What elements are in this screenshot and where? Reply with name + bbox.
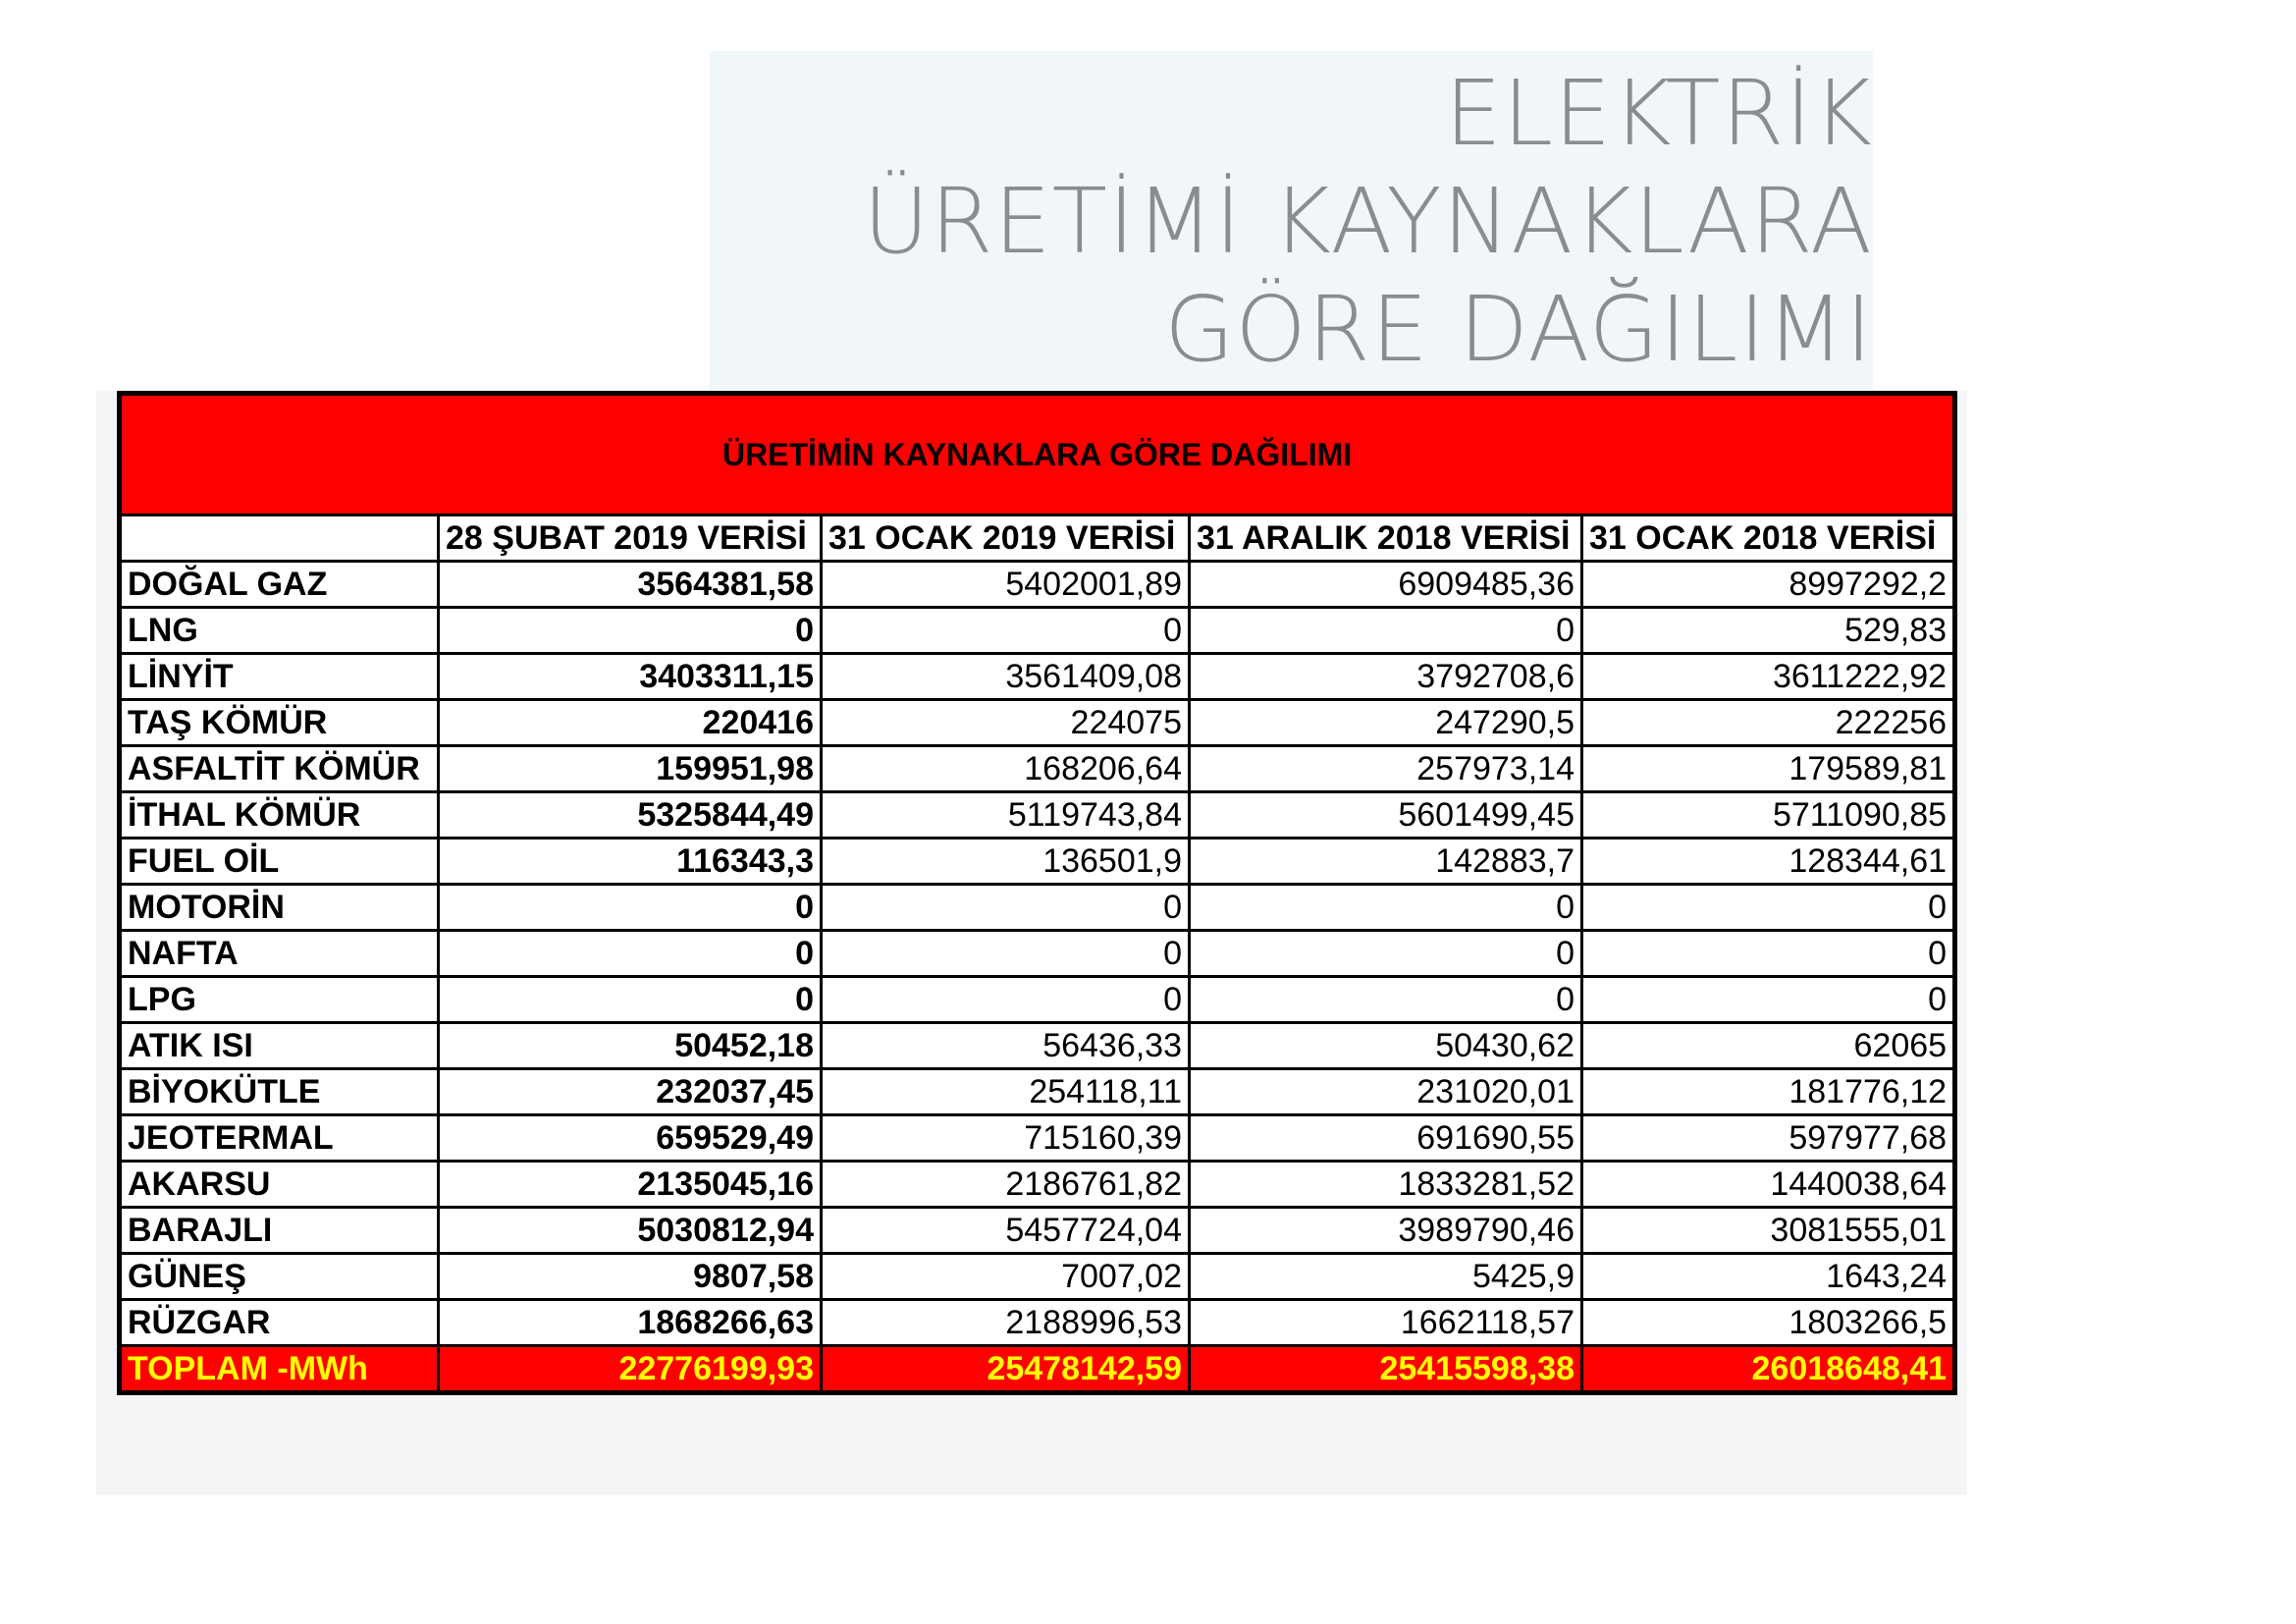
table-row (120, 1162, 1955, 1208)
table-row (120, 1115, 1955, 1162)
cell-value: 159951,98 (439, 746, 822, 792)
cell-value: 529,83 (1582, 608, 1955, 654)
cell-value: 2135045,16 (439, 1162, 822, 1208)
cell-value: 3561409,08 (822, 654, 1190, 700)
cell-value: 0 (822, 977, 1190, 1023)
cell-value: 62065 (1582, 1023, 1955, 1069)
cell-value: 22776199,93 (439, 1346, 822, 1393)
cell-value: 0 (1190, 977, 1582, 1023)
cell-value: 181776,12 (1582, 1069, 1955, 1115)
column-header (120, 515, 439, 562)
table-row (120, 1069, 1955, 1115)
row-label: AKARSU (120, 1162, 439, 1208)
cell-value: 5119743,84 (822, 792, 1190, 839)
cell-value: 5457724,04 (822, 1208, 1190, 1254)
table-header-row (120, 515, 1955, 562)
row-label: DOĞAL GAZ (120, 562, 439, 608)
cell-value: 247290,5 (1190, 700, 1582, 746)
cell-value: 3611222,92 (1582, 654, 1955, 700)
row-label: JEOTERMAL (120, 1115, 439, 1162)
cell-value: 168206,64 (822, 746, 1190, 792)
table-row (120, 1300, 1955, 1346)
cell-value: 0 (822, 608, 1190, 654)
table-row (120, 654, 1955, 700)
table-row (120, 885, 1955, 931)
table-row (120, 792, 1955, 839)
cell-value: 179589,81 (1582, 746, 1955, 792)
row-label: MOTORİN (120, 885, 439, 931)
table-row (120, 746, 1955, 792)
row-label: LPG (120, 977, 439, 1023)
table-row (120, 1208, 1955, 1254)
page-title-line-3: GÖRE DAĞILIMI (1164, 277, 1873, 382)
column-header: 31 OCAK 2018 VERİSİ (1582, 515, 1955, 562)
cell-value: 1643,24 (1582, 1254, 1955, 1300)
row-label: ASFALTİT KÖMÜR (120, 746, 439, 792)
table-row (120, 700, 1955, 746)
cell-value: 5402001,89 (822, 562, 1190, 608)
row-label: TAŞ KÖMÜR (120, 700, 439, 746)
total-row (120, 1346, 1955, 1393)
cell-value: 6909485,36 (1190, 562, 1582, 608)
cell-value: 224075 (822, 700, 1190, 746)
cell-value: 0 (439, 977, 822, 1023)
row-label: BİYOKÜTLE (120, 1069, 439, 1115)
cell-value: 0 (822, 931, 1190, 977)
cell-value: 5325844,49 (439, 792, 822, 839)
cell-value: 257973,14 (1190, 746, 1582, 792)
page-title-line-2: ÜRETİMİ KAYNAKLARA (863, 169, 1873, 274)
cell-value: 5425,9 (1190, 1254, 1582, 1300)
cell-value: 5601499,45 (1190, 792, 1582, 839)
cell-value: 50430,62 (1190, 1023, 1582, 1069)
cell-value: 2186761,82 (822, 1162, 1190, 1208)
cell-value: 5030812,94 (439, 1208, 822, 1254)
cell-value: 0 (439, 885, 822, 931)
row-label: RÜZGAR (120, 1300, 439, 1346)
table-row (120, 839, 1955, 885)
cell-value: 0 (1190, 931, 1582, 977)
table-row (120, 1023, 1955, 1069)
row-label: NAFTA (120, 931, 439, 977)
row-label: TOPLAM -MWh (120, 1346, 439, 1393)
cell-value: 222256 (1582, 700, 1955, 746)
row-label: GÜNEŞ (120, 1254, 439, 1300)
cell-value: 0 (1582, 931, 1955, 977)
production-table (117, 391, 1957, 1395)
cell-value: 0 (1582, 885, 1955, 931)
row-label: LNG (120, 608, 439, 654)
cell-value: 7007,02 (822, 1254, 1190, 1300)
cell-value: 26018648,41 (1582, 1346, 1955, 1393)
cell-value: 1868266,63 (439, 1300, 822, 1346)
cell-value: 0 (439, 608, 822, 654)
column-header: 28 ŞUBAT 2019 VERİSİ (439, 515, 822, 562)
column-header: 31 OCAK 2019 VERİSİ (822, 515, 1190, 562)
table-row (120, 931, 1955, 977)
cell-value: 0 (822, 885, 1190, 931)
table-row (120, 562, 1955, 608)
cell-value: 1803266,5 (1582, 1300, 1955, 1346)
cell-value: 56436,33 (822, 1023, 1190, 1069)
cell-value: 231020,01 (1190, 1069, 1582, 1115)
cell-value: 50452,18 (439, 1023, 822, 1069)
page-title-line-1: ELEKTRİK (1444, 61, 1873, 166)
table-caption-row (120, 394, 1955, 515)
cell-value: 3403311,15 (439, 654, 822, 700)
cell-value: 25415598,38 (1190, 1346, 1582, 1393)
cell-value: 3989790,46 (1190, 1208, 1582, 1254)
cell-value: 25478142,59 (822, 1346, 1190, 1393)
cell-value: 142883,7 (1190, 839, 1582, 885)
column-header: 31 ARALIK 2018 VERİSİ (1190, 515, 1582, 562)
cell-value: 715160,39 (822, 1115, 1190, 1162)
cell-value: 2188996,53 (822, 1300, 1190, 1346)
table-row (120, 1254, 1955, 1300)
cell-value: 3564381,58 (439, 562, 822, 608)
row-label: ATIK ISI (120, 1023, 439, 1069)
row-label: LİNYİT (120, 654, 439, 700)
cell-value: 3792708,6 (1190, 654, 1582, 700)
table-row (120, 608, 1955, 654)
cell-value: 0 (1190, 608, 1582, 654)
cell-value: 136501,9 (822, 839, 1190, 885)
row-label: FUEL OİL (120, 839, 439, 885)
cell-value: 0 (1190, 885, 1582, 931)
cell-value: 254118,11 (822, 1069, 1190, 1115)
cell-value: 0 (1582, 977, 1955, 1023)
cell-value: 1662118,57 (1190, 1300, 1582, 1346)
cell-value: 1833281,52 (1190, 1162, 1582, 1208)
cell-value: 232037,45 (439, 1069, 822, 1115)
cell-value: 0 (439, 931, 822, 977)
cell-value: 220416 (439, 700, 822, 746)
cell-value: 691690,55 (1190, 1115, 1582, 1162)
row-label: İTHAL KÖMÜR (120, 792, 439, 839)
cell-value: 1440038,64 (1582, 1162, 1955, 1208)
cell-value: 597977,68 (1582, 1115, 1955, 1162)
table-row (120, 977, 1955, 1023)
cell-value: 3081555,01 (1582, 1208, 1955, 1254)
row-label: BARAJLI (120, 1208, 439, 1254)
cell-value: 116343,3 (439, 839, 822, 885)
table-caption: ÜRETİMİN KAYNAKLARA GÖRE DAĞILIMI (120, 394, 1955, 515)
cell-value: 659529,49 (439, 1115, 822, 1162)
cell-value: 8997292,2 (1582, 562, 1955, 608)
cell-value: 128344,61 (1582, 839, 1955, 885)
cell-value: 9807,58 (439, 1254, 822, 1300)
cell-value: 5711090,85 (1582, 792, 1955, 839)
